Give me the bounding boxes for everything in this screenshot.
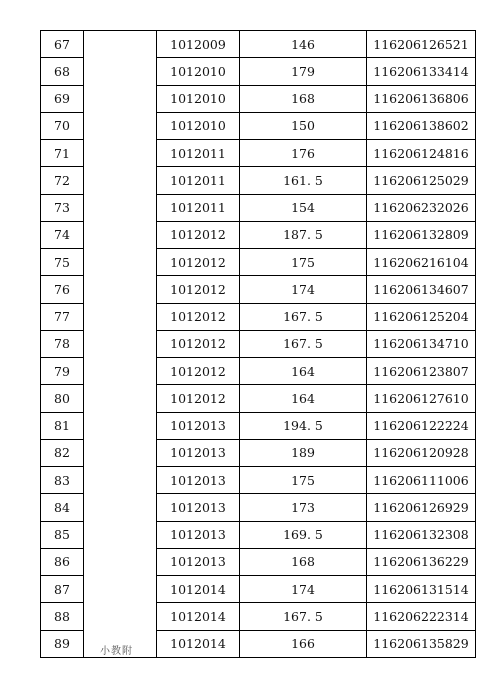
row-number-cell: 87 [41, 576, 84, 603]
id-cell: 116206134607 [367, 276, 476, 303]
code-cell: 1012012 [157, 221, 240, 248]
row-number-cell: 79 [41, 358, 84, 385]
table-row [41, 58, 476, 85]
row-number-cell: 80 [41, 385, 84, 412]
table-row [41, 385, 476, 412]
score-cell: 161. 5 [240, 167, 367, 194]
table-row [41, 31, 476, 58]
id-cell: 116206138602 [367, 112, 476, 139]
id-cell: 116206216104 [367, 249, 476, 276]
blank-merged-cell [84, 303, 157, 330]
code-cell: 1012012 [157, 303, 240, 330]
blank-merged-cell [84, 603, 157, 630]
row-number-cell: 82 [41, 439, 84, 466]
row-number-cell: 86 [41, 548, 84, 575]
row-number-cell: 89 [41, 630, 84, 657]
blank-merged-cell [84, 167, 157, 194]
code-cell: 1012011 [157, 140, 240, 167]
score-cell: 146 [240, 31, 367, 58]
blank-merged-cell [84, 494, 157, 521]
row-number-cell: 81 [41, 412, 84, 439]
table-row [41, 603, 476, 630]
id-cell: 116206134710 [367, 330, 476, 357]
code-cell: 1012009 [157, 31, 240, 58]
table-row [41, 358, 476, 385]
score-cell: 187. 5 [240, 221, 367, 248]
row-number-cell: 85 [41, 521, 84, 548]
code-cell: 1012012 [157, 330, 240, 357]
blank-merged-cell [84, 548, 157, 575]
row-number-cell: 68 [41, 58, 84, 85]
blank-merged-cell [84, 467, 157, 494]
score-cell: 176 [240, 140, 367, 167]
id-cell: 116206111006 [367, 467, 476, 494]
id-cell: 116206131514 [367, 576, 476, 603]
table-row [41, 194, 476, 221]
blank-merged-cell [84, 112, 157, 139]
id-cell: 116206232026 [367, 194, 476, 221]
score-table-page [40, 30, 470, 658]
code-cell: 1012010 [157, 112, 240, 139]
row-number-cell: 83 [41, 467, 84, 494]
code-cell: 1012011 [157, 194, 240, 221]
score-cell: 166 [240, 630, 367, 657]
score-cell: 150 [240, 112, 367, 139]
table-row [41, 85, 476, 112]
id-cell: 116206136806 [367, 85, 476, 112]
code-cell: 1012013 [157, 494, 240, 521]
score-cell: 179 [240, 58, 367, 85]
id-cell: 116206132809 [367, 221, 476, 248]
table-row [41, 467, 476, 494]
table-row [41, 167, 476, 194]
score-cell: 173 [240, 494, 367, 521]
score-cell: 174 [240, 576, 367, 603]
row-number-cell: 73 [41, 194, 84, 221]
blank-merged-cell [84, 439, 157, 466]
blank-merged-cell [84, 276, 157, 303]
score-cell: 169. 5 [240, 521, 367, 548]
id-cell: 116206133414 [367, 58, 476, 85]
row-number-cell: 75 [41, 249, 84, 276]
blank-merged-cell [84, 330, 157, 357]
blank-merged-cell [84, 221, 157, 248]
id-cell: 116206127610 [367, 385, 476, 412]
id-cell: 116206123807 [367, 358, 476, 385]
score-cell: 189 [240, 439, 367, 466]
blank-merged-cell [84, 140, 157, 167]
code-cell: 1012013 [157, 521, 240, 548]
blank-merged-cell [84, 412, 157, 439]
score-table [40, 30, 476, 658]
id-cell: 116206126521 [367, 31, 476, 58]
score-cell: 164 [240, 358, 367, 385]
score-cell: 174 [240, 276, 367, 303]
score-table-body [41, 31, 476, 658]
id-cell: 116206135829 [367, 630, 476, 657]
row-number-cell: 76 [41, 276, 84, 303]
table-row [41, 548, 476, 575]
blank-merged-cell [84, 576, 157, 603]
code-cell: 1012013 [157, 548, 240, 575]
table-row [41, 221, 476, 248]
code-cell: 1012013 [157, 412, 240, 439]
row-number-cell: 70 [41, 112, 84, 139]
row-number-cell: 71 [41, 140, 84, 167]
table-row [41, 439, 476, 466]
id-cell: 116206125029 [367, 167, 476, 194]
blank-merged-cell [84, 58, 157, 85]
table-row [41, 521, 476, 548]
code-cell: 1012012 [157, 249, 240, 276]
blank-merged-cell [84, 194, 157, 221]
id-cell: 116206126929 [367, 494, 476, 521]
row-number-cell: 74 [41, 221, 84, 248]
blank-merged-cell [84, 521, 157, 548]
row-number-cell: 67 [41, 31, 84, 58]
id-cell: 116206132308 [367, 521, 476, 548]
table-row [41, 412, 476, 439]
code-cell: 1012012 [157, 385, 240, 412]
score-cell: 167. 5 [240, 303, 367, 330]
blank-merged-cell [84, 385, 157, 412]
id-cell: 116206120928 [367, 439, 476, 466]
score-cell: 175 [240, 249, 367, 276]
table-row [41, 494, 476, 521]
id-cell: 116206136229 [367, 548, 476, 575]
id-cell: 116206125204 [367, 303, 476, 330]
code-cell: 1012013 [157, 439, 240, 466]
table-row [41, 303, 476, 330]
score-cell: 194. 5 [240, 412, 367, 439]
id-cell: 116206222314 [367, 603, 476, 630]
score-cell: 175 [240, 467, 367, 494]
code-cell: 1012014 [157, 576, 240, 603]
id-cell: 116206124816 [367, 140, 476, 167]
score-cell: 167. 5 [240, 330, 367, 357]
code-cell: 1012014 [157, 603, 240, 630]
code-cell: 1012012 [157, 276, 240, 303]
score-cell: 168 [240, 548, 367, 575]
row-number-cell: 88 [41, 603, 84, 630]
blank-merged-cell [84, 31, 157, 58]
table-row [41, 276, 476, 303]
code-cell: 1012012 [157, 358, 240, 385]
row-number-cell: 72 [41, 167, 84, 194]
row-number-cell: 84 [41, 494, 84, 521]
blank-merged-cell [84, 358, 157, 385]
score-cell: 167. 5 [240, 603, 367, 630]
table-row [41, 576, 476, 603]
id-cell: 116206122224 [367, 412, 476, 439]
score-cell: 164 [240, 385, 367, 412]
code-cell: 1012010 [157, 58, 240, 85]
row-number-cell: 69 [41, 85, 84, 112]
score-cell: 154 [240, 194, 367, 221]
merged-cell-label: 小教附 [100, 645, 133, 657]
table-row [41, 140, 476, 167]
code-cell: 1012011 [157, 167, 240, 194]
code-cell: 1012013 [157, 467, 240, 494]
code-cell: 1012014 [157, 630, 240, 657]
table-row [41, 112, 476, 139]
table-row [41, 249, 476, 276]
code-cell: 1012010 [157, 85, 240, 112]
table-row [41, 330, 476, 357]
blank-merged-cell [84, 85, 157, 112]
blank-merged-cell [84, 249, 157, 276]
score-cell: 168 [240, 85, 367, 112]
row-number-cell: 78 [41, 330, 84, 357]
row-number-cell: 77 [41, 303, 84, 330]
